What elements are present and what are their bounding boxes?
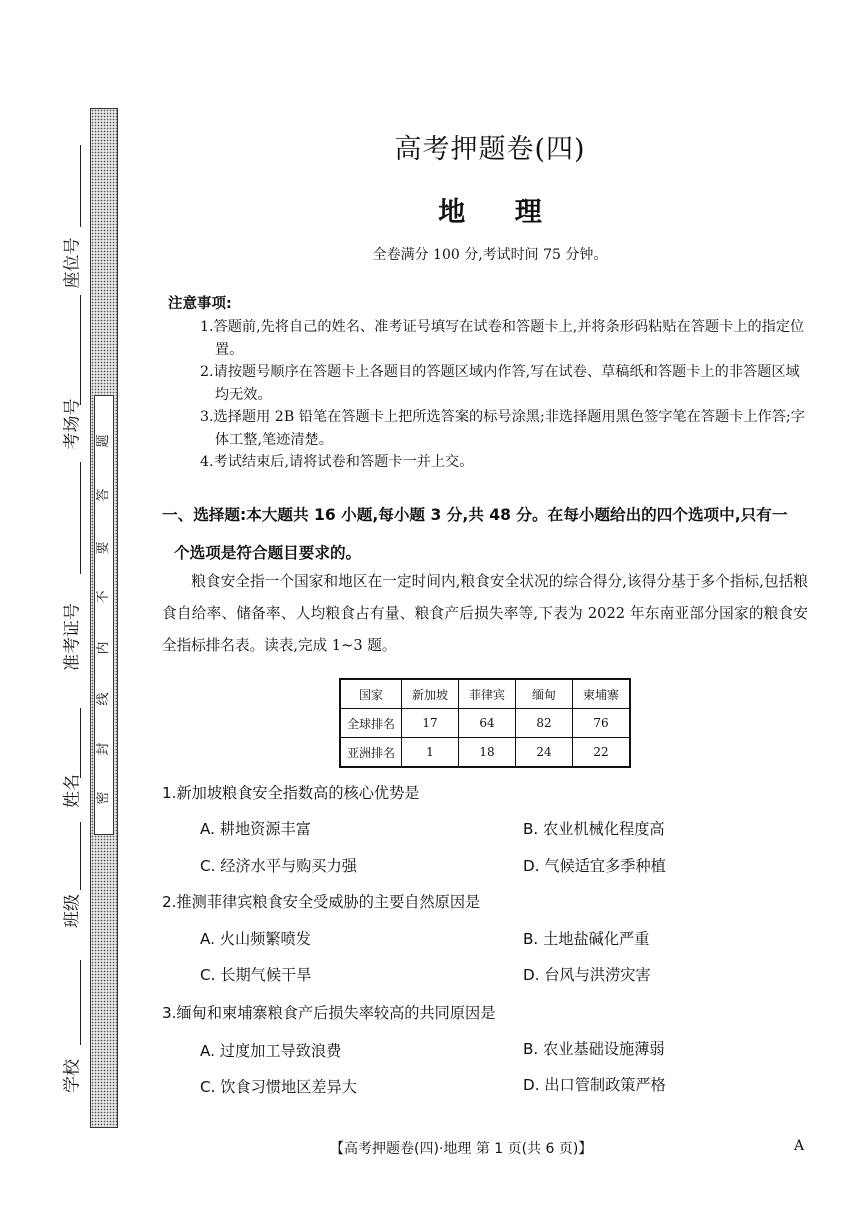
name-label: 姓名	[62, 774, 83, 808]
score-time-line: 全卷满分 100 分,考试时间 75 分钟。	[372, 247, 608, 263]
table-cell: 17	[402, 709, 459, 738]
table-header-cell: 缅甸	[516, 679, 573, 709]
warning-char: 密	[96, 791, 111, 805]
section-heading-line2: 个选项是符合题目要求的。	[174, 544, 362, 562]
question-stem: 2.推测菲律宾粮食安全受威胁的主要自然原因是	[162, 893, 481, 911]
admission-number-label: 准考证号	[62, 603, 83, 671]
option-b[interactable]: B. 土地盐碱化严重	[523, 930, 650, 948]
class-label: 班级	[62, 894, 83, 928]
warning-char: 线	[96, 692, 111, 706]
section-heading-line1: 一、选择题:本大题共 16 小题,每小题 3 分,共 48 分。在每小题给出的四个选项中,只有一	[162, 506, 788, 524]
subject-title: 地 理	[438, 197, 542, 228]
notice-item: 1.答题前,先将自己的姓名、准考证号填写在试卷和答题卡上,并将条形码粘贴在答题卡上的指定位置。	[200, 319, 805, 358]
option-c[interactable]: C. 长期气候干旱	[200, 966, 312, 984]
option-d[interactable]: D. 出口管制政策严格	[523, 1076, 666, 1094]
table-header-cell: 国家	[340, 679, 402, 709]
exam-room-label: 考场号	[62, 398, 83, 450]
paper-title: 高考押题卷(四)	[394, 134, 586, 165]
table-header-cell: 新加坡	[402, 679, 459, 709]
table-cell: 22	[573, 738, 631, 768]
notice-item: 3.选择题用 2B 铅笔在答题卡上把所选答案的标号涂黑;非选择题用黑色签字笔在答题卡上作答;字体工整,笔迹清楚。	[200, 409, 805, 448]
seat-number-line[interactable]	[80, 145, 81, 227]
table-row	[340, 738, 630, 768]
name-line[interactable]	[80, 708, 81, 778]
notice-heading: 注意事项:	[168, 296, 232, 312]
warning-char: 封	[96, 742, 111, 756]
binding-warning-box	[94, 395, 114, 835]
option-b[interactable]: B. 农业机械化程度高	[523, 820, 665, 838]
notice-list	[200, 316, 808, 474]
admission-number-line[interactable]	[80, 462, 81, 574]
table-cell: 76	[573, 709, 631, 738]
table-cell: 1	[402, 738, 459, 768]
school-label: 学校	[62, 1059, 83, 1093]
option-d[interactable]: D. 台风与洪涝灾害	[523, 966, 651, 984]
option-a[interactable]: A. 耕地资源丰富	[200, 820, 311, 838]
seat-number-label: 座位号	[62, 237, 83, 289]
table-cell: 82	[516, 709, 573, 738]
table-header-cell: 菲律宾	[459, 679, 516, 709]
table-row	[340, 709, 630, 738]
notice-item: 2.请按题号顺序在答题卡上各题目的答题区域内作答,写在试卷、草稿纸和答题卡上的非答题区域均无效。	[200, 364, 800, 403]
material-intro: 粮食安全指一个国家和地区在一定时间内,粮食安全状况的综合得分,该得分基于多个指标,包括粮食自给率、储备率、人均粮食占有量、粮食产后损失率等,下表为 2022 年东南亚部分国家的粮食安全指标排名表。读表,完成 1~3 题。	[162, 573, 808, 654]
option-b[interactable]: B. 农业基础设施薄弱	[523, 1040, 665, 1058]
table-cell: 全球排名	[340, 709, 402, 738]
exam-room-line[interactable]	[80, 295, 81, 405]
notice-item: 4.考试结束后,请将试卷和答题卡一并上交。	[200, 454, 474, 470]
food-security-rank-table	[339, 678, 631, 768]
option-c[interactable]: C. 经济水平与购买力强	[200, 857, 357, 875]
table-header-row	[340, 679, 630, 709]
warning-char: 要	[96, 541, 111, 555]
option-a[interactable]: A. 过度加工导致浪费	[200, 1042, 342, 1060]
table-header-cell: 柬埔寨	[573, 679, 631, 709]
table-cell: 64	[459, 709, 516, 738]
table-cell: 亚洲排名	[340, 738, 402, 768]
class-line[interactable]	[80, 822, 81, 890]
question-stem: 1.新加坡粮食安全指数高的核心优势是	[162, 784, 420, 802]
section-heading	[162, 496, 810, 572]
option-d[interactable]: D. 气候适宜多季种植	[523, 857, 666, 875]
option-c[interactable]: C. 饮食习惯地区差异大	[200, 1078, 357, 1096]
option-a[interactable]: A. 火山频繁喷发	[200, 930, 311, 948]
warning-char: 内	[96, 641, 111, 655]
warning-char: 题	[96, 434, 111, 448]
warning-char: 不	[96, 590, 111, 604]
page-footer: 【高考押题卷(四)·地理 第 1 页(共 6 页)】	[330, 1141, 593, 1157]
school-line[interactable]	[80, 960, 81, 1045]
paper-version: A	[794, 1138, 805, 1154]
table-cell: 18	[459, 738, 516, 768]
question-stem: 3.缅甸和柬埔寨粮食产后损失率较高的共同原因是	[162, 1004, 496, 1022]
warning-char: 答	[96, 488, 111, 502]
table-cell: 24	[516, 738, 573, 768]
